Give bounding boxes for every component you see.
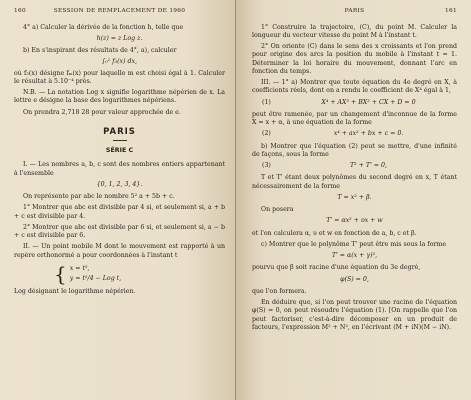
running-title-right: PARIS	[344, 8, 365, 14]
right-page	[236, 0, 471, 400]
exercise-II: II. — Un point mobile M dont le mouvement est rapporté à un repère orthonormé a pour coordonnées à l'instant t	[14, 243, 225, 259]
question-4a: 4° a) Calculer la dérivée de la fonction h, telle que	[23, 23, 184, 31]
f3-definition: où f₃(x) désigne fₘ(x) pour laquelle m est choisi égal à 1. Calculer le résultat à 5.10⁻⁴ près.	[14, 69, 225, 85]
note-nb: N.B. — La notation Log x signifie logarithme népérien de x. La lettre e désigne la base des logarithmes népériens.	[14, 89, 225, 105]
equation-2-number: (2)	[262, 130, 271, 138]
equation-2-row	[262, 130, 457, 138]
equation-integral: ∫₀¹ f₃(x) dx,	[102, 58, 137, 66]
equation-h: h(z) = z Log z.	[96, 34, 143, 42]
question-II-1: 1° Construire la trajectoire, (C), du point M. Calculer la longueur du vecteur vitesse du point M à l'instant t.	[252, 23, 457, 39]
right-page-header	[252, 8, 457, 16]
title-rule	[113, 140, 127, 141]
question-II-2: 2° On oriente (C) dans le sens des x croissants et l'on prend pour origine des arcs la position du mobile à l'instant t = 1. Déterminer la loi horaire du mouvement, donnant l'arc en fonction du temps.	[252, 43, 457, 75]
log-note: Log désignant le logarithme népérien.	[14, 287, 136, 295]
page-number-left: 160	[14, 8, 26, 14]
series-label: SÉRIE C	[105, 147, 134, 155]
question-4b: b) En s'inspirant des résultats de 4°, a), calculer	[23, 47, 177, 55]
left-page-header	[14, 8, 225, 16]
representation: On représente par abc le nombre 5² a + 5b + c.	[23, 193, 175, 201]
coordinate-system	[54, 261, 225, 286]
coordinate-y: y = t²/4 − Log t,	[69, 274, 122, 282]
polynomials-text: T et T' étant deux polynômes du second degré en x, T étant nécessairement de la forme	[252, 174, 457, 190]
approx-value: On prendra 2,718 28 pour valeur approchée de e.	[23, 108, 181, 116]
substitution-text: peut être ramenée, par un changement d'inconnue de la forme X = x + α, à une équation de la forme	[252, 110, 457, 127]
condition-text: pourvu que β soit racine d'une équation du 3e degré,	[252, 264, 421, 272]
page-number-right: 161	[445, 8, 457, 14]
equation-1: X⁴ + AX³ + BX² + CX + D = 0	[321, 98, 416, 106]
on-posera: On posera	[261, 206, 294, 214]
equation-3-row	[262, 162, 457, 170]
question-I-2: 2° Montrer que abc est divisible par 6 si, et seulement si, a − b + c est divisible par 6.	[14, 223, 225, 240]
question-III-c: c) Montrer que le polynôme T' peut être mis sous la forme	[261, 240, 447, 248]
equation-T-prime: T' = αx² + υx + w	[326, 217, 383, 225]
running-title-left: SESSION DE REMPLACEMENT DE 1960	[53, 8, 186, 14]
left-page	[0, 0, 235, 400]
exercise-III: III. — 1° a) Montrer que toute équation du 4e degré en X, à coefficients réels, dont on a rendu le coefficient de X⁴ égal à 1,	[252, 79, 457, 95]
calculation-text: et l'on calculera α, υ et w en fonction de a, b, c et β.	[252, 229, 417, 237]
equation-T: T = x² + β.	[337, 193, 372, 201]
equation-1-row	[262, 99, 457, 107]
coordinate-x: x = t²,	[69, 264, 90, 272]
equation-phi: φ(S) = 0,	[340, 275, 369, 283]
section-title-paris: PARIS	[103, 126, 136, 137]
equation-3-number: (3)	[262, 162, 271, 170]
question-III-b: b) Montrer que l'équation (2) peut se mettre, d'une infinité de façons, sous la forme	[252, 142, 457, 158]
equation-T-prime-factored: T' = α(x + γ)²,	[331, 252, 378, 260]
deduction-text: En déduire que, si l'on peut trouver une racine de l'équation φ(S) = 0, on peut résoudre l'équation (1). [On rappelle que l'on peut factoriser, c'est-à-dire décomposer en un produit de facteurs, l'expression M² + N², en l'écrivant (M + iN)(M − iN).	[252, 299, 457, 331]
exercise-I: I. — Les nombres a, b, c sont des nombres entiers appartenant à l'ensemble	[14, 161, 225, 177]
equation-1-number: (1)	[262, 98, 271, 106]
formera-text: que l'on formera.	[252, 287, 307, 295]
equation-3: T² + T' = 0,	[350, 162, 387, 170]
equation-set: {0, 1, 2, 3, 4}.	[96, 180, 143, 188]
question-I-1: 1° Montrer que abc est divisible par 4 si, et seulement si, a + b + c est divisible par 4.	[14, 204, 225, 220]
equation-2: x⁴ + ax² + bx + c = 0.	[333, 130, 404, 138]
brace-symbol: {	[54, 261, 67, 286]
